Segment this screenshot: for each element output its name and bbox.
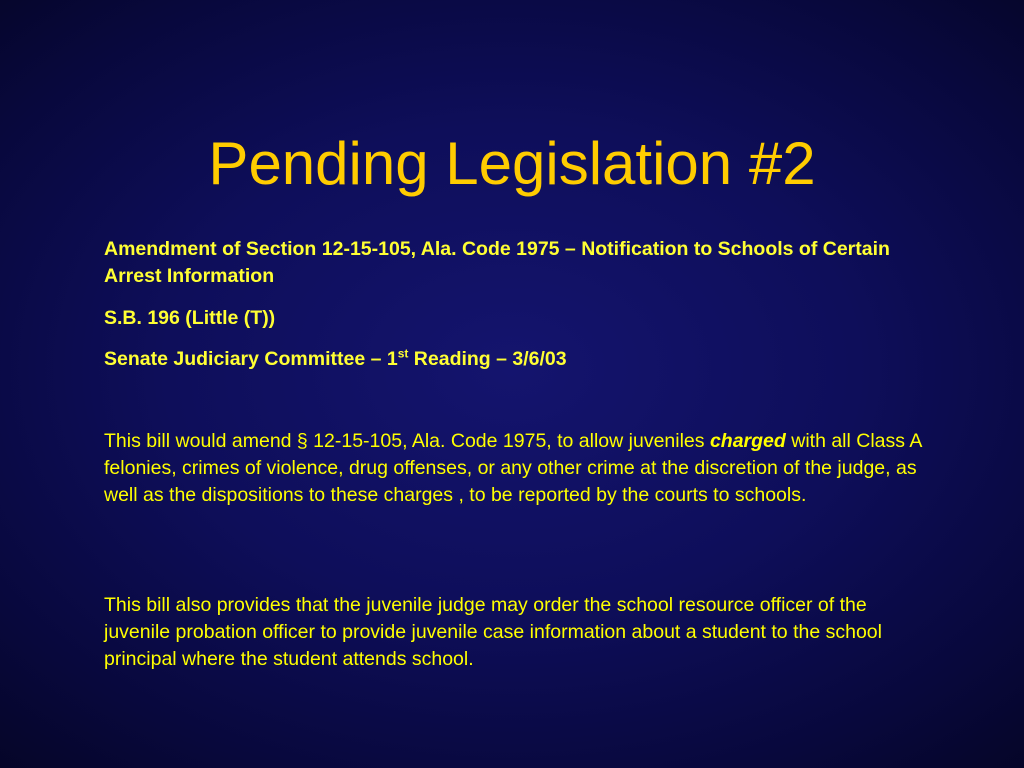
paragraph-bill-summary	[104, 428, 924, 509]
paragraph-bill-summary-end: with all Class A felonies, crimes of violence, drug offenses, or any other crime at the discretion of the judge, as well as the dispositions to these charges , to be reported by the courts to schools.	[104, 430, 922, 506]
paragraph-bill-provision: This bill also provides that the juvenile judge may order the school resource officer of the juvenile probation officer to provide juvenile case information about a student to the school principal where the student attends school.	[104, 594, 882, 670]
committee-status-ordinal: st	[397, 346, 409, 361]
paragraph-bill-summary-start: This bill would amend § 12-15-105, Ala. Code 1975, to allow juveniles	[104, 430, 710, 452]
slide-title: Pending Legislation #2	[208, 130, 816, 197]
committee-status	[104, 346, 924, 373]
bill-title: Amendment of Section 12-15-105, Ala. Code 1975 – Notification to Schools of Certain Arrest Information	[104, 238, 890, 287]
committee-status-suffix: Reading – 3/6/03	[408, 348, 567, 370]
emphasis-charged: charged	[709, 430, 786, 452]
committee-status-prefix: Senate Judiciary Committee – 1	[104, 348, 398, 370]
bill-number: S.B. 196 (Little (T))	[104, 307, 276, 329]
